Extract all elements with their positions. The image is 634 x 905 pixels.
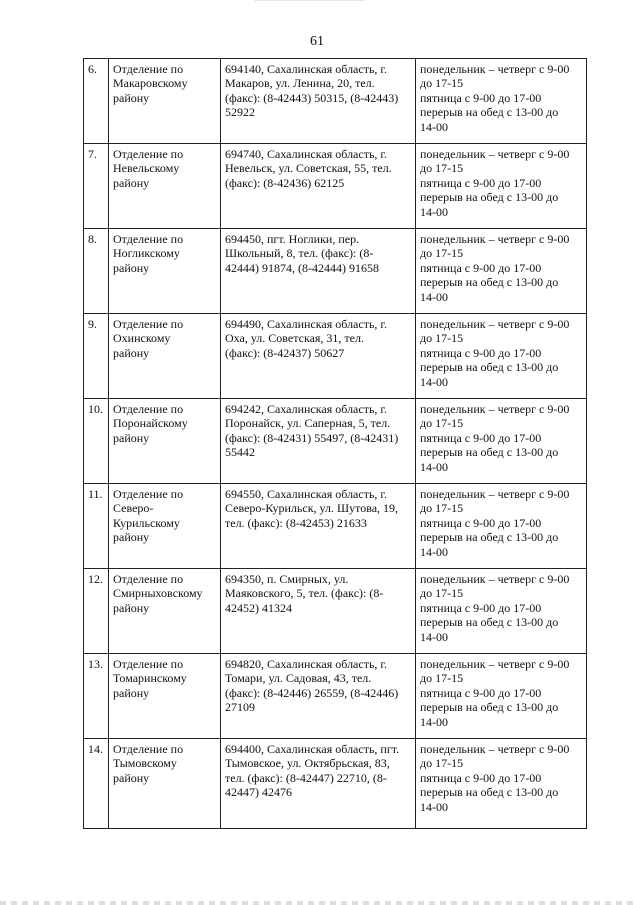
hours-line: перерыв на обед с 13-00 до — [420, 190, 559, 205]
table-row — [84, 399, 587, 484]
row-number: 6. — [84, 59, 109, 144]
address-cell — [221, 399, 416, 484]
office-name-cell — [109, 569, 221, 654]
office-name-line: Томаринскому — [113, 671, 187, 686]
hours-line: понедельник – четверг с 9-00 — [420, 232, 570, 246]
office-name-line: району — [113, 430, 150, 445]
office-name-cell — [109, 399, 221, 484]
hours-cell — [416, 229, 587, 314]
office-name-line: Ногликскому — [113, 246, 180, 261]
hours-line: пятница с 9-00 до 17-00 — [420, 430, 542, 445]
hours-cell — [416, 144, 587, 229]
address-cell — [221, 739, 416, 829]
address-cell — [221, 229, 416, 314]
hours-line: понедельник – четверг с 9-00 — [420, 62, 570, 76]
address-line: Невельск, ул. Советская, 55, тел. — [225, 161, 392, 176]
hours-line: 14-00 — [420, 799, 448, 814]
office-name-line: району — [113, 90, 150, 105]
hours-line: перерыв на обед с 13-00 до — [420, 275, 559, 290]
row-number: 9. — [84, 314, 109, 399]
address-line: тел. (факс): (8-42453) 21633 — [225, 515, 367, 530]
address-line: тел. (факс): (8-42447) 22710, (8- — [225, 770, 387, 785]
office-name-line: Отделение по — [113, 317, 184, 331]
address-line: 694140, Сахалинская область, г. — [225, 62, 387, 76]
address-line: Маяковского, 5, тел. (факс): (8- — [225, 586, 384, 601]
hours-line: до 17-15 — [420, 76, 464, 91]
hours-line: 14-00 — [420, 119, 448, 134]
hours-line: перерыв на обед с 13-00 до — [420, 615, 559, 630]
hours-line: понедельник – четверг с 9-00 — [420, 402, 570, 416]
office-name-line: Отделение по — [113, 147, 184, 161]
office-name-line: Отделение по — [113, 487, 184, 501]
hours-cell — [416, 484, 587, 569]
row-number: 13. — [84, 654, 109, 739]
office-name-line: Отделение по — [113, 402, 184, 416]
table-row — [84, 569, 587, 654]
address-line: Томари, ул. Садовая, 43, тел. — [225, 671, 372, 686]
hours-line: до 17-15 — [420, 416, 464, 431]
row-number: 8. — [84, 229, 109, 314]
row-number: 11. — [84, 484, 109, 569]
hours-line: 14-00 — [420, 204, 448, 219]
hours-line: 14-00 — [420, 374, 448, 389]
address-line: (факс): (8-42431) 55497, (8-42431) — [225, 430, 399, 445]
address-cell — [221, 654, 416, 739]
address-cell — [221, 569, 416, 654]
address-line: Макаров, ул. Ленина, 20, тел. — [225, 76, 375, 91]
hours-cell — [416, 399, 587, 484]
hours-cell — [416, 654, 587, 739]
office-name-line: Курильскому — [113, 515, 180, 530]
office-name-line: району — [113, 770, 150, 785]
hours-line: пятница с 9-00 до 17-00 — [420, 175, 542, 190]
address-line: Школьный, 8, тел. (факс): (8- — [225, 246, 374, 261]
address-line: (факс): (8-42437) 50627 — [225, 345, 345, 360]
hours-line: до 17-15 — [420, 586, 464, 601]
address-line: 694550, Сахалинская область, г. — [225, 487, 387, 501]
hours-line: перерыв на обед с 13-00 до — [420, 785, 559, 800]
table-row — [84, 229, 587, 314]
address-line: (факс): (8-42446) 26559, (8-42446) — [225, 685, 399, 700]
hours-line: до 17-15 — [420, 161, 464, 176]
table-row — [84, 739, 587, 829]
row-number: 14. — [84, 739, 109, 829]
hours-line: пятница с 9-00 до 17-00 — [420, 770, 542, 785]
hours-line: 14-00 — [420, 629, 448, 644]
office-name-line: Отделение по — [113, 742, 184, 756]
offices-table — [83, 58, 587, 829]
office-name-line: району — [113, 345, 150, 360]
office-name-line: Северо- — [113, 501, 154, 516]
office-name-cell — [109, 654, 221, 739]
hours-cell — [416, 739, 587, 829]
hours-line: до 17-15 — [420, 331, 464, 346]
office-name-cell — [109, 144, 221, 229]
address-line: 55442 — [225, 445, 255, 460]
office-name-line: району — [113, 175, 150, 190]
address-line: (факс): (8-42443) 50315, (8-42443) — [225, 90, 399, 105]
row-number: 7. — [84, 144, 109, 229]
hours-line: до 17-15 — [420, 756, 464, 771]
hours-line: перерыв на обед с 13-00 до — [420, 700, 559, 715]
address-cell — [221, 484, 416, 569]
address-line: 42447) 42476 — [225, 785, 292, 800]
hours-line: понедельник – четверг с 9-00 — [420, 147, 570, 161]
office-name-line: Макаровскому — [113, 76, 188, 91]
office-name-cell — [109, 484, 221, 569]
hours-line: пятница с 9-00 до 17-00 — [420, 685, 542, 700]
hours-line: перерыв на обед с 13-00 до — [420, 105, 559, 120]
table-row — [84, 314, 587, 399]
office-name-cell — [109, 739, 221, 829]
row-number: 10. — [84, 399, 109, 484]
address-line: 52922 — [225, 105, 255, 120]
office-name-line: Тымовскому — [113, 756, 177, 771]
hours-line: понедельник – четверг с 9-00 — [420, 742, 570, 756]
hours-line: пятница с 9-00 до 17-00 — [420, 515, 542, 530]
office-name-cell — [109, 229, 221, 314]
table-row — [84, 484, 587, 569]
office-name-line: району — [113, 685, 150, 700]
office-name-line: Охинскому — [113, 331, 171, 346]
office-name-line: Отделение по — [113, 572, 184, 586]
table-row — [84, 654, 587, 739]
hours-line: понедельник – четверг с 9-00 — [420, 317, 570, 331]
address-line: 694740, Сахалинская область, г. — [225, 147, 387, 161]
table-row — [84, 144, 587, 229]
address-line: 694450, пгт. Ноглики, пер. — [225, 232, 360, 246]
address-line: Тымовское, ул. Октябрьская, 83, — [225, 756, 390, 771]
hours-line: до 17-15 — [420, 671, 464, 686]
address-line: Поронайск, ул. Саперная, 5, тел. — [225, 416, 391, 431]
hours-line: до 17-15 — [420, 246, 464, 261]
office-name-line: Отделение по — [113, 232, 184, 246]
address-line: Оха, ул. Советская, 31, тел. — [225, 331, 364, 346]
hours-cell — [416, 569, 587, 654]
address-line: 27109 — [225, 700, 255, 715]
page-number: 61 — [310, 34, 324, 49]
office-name-line: Смирныховскому — [113, 586, 203, 601]
hours-line: пятница с 9-00 до 17-00 — [420, 260, 542, 275]
hours-line: пятница с 9-00 до 17-00 — [420, 345, 542, 360]
office-name-line: району — [113, 260, 150, 275]
scan-artifact — [255, 0, 365, 9]
office-name-line: району — [113, 600, 150, 615]
hours-line: перерыв на обед с 13-00 до — [420, 360, 559, 375]
office-name-line: Отделение по — [113, 62, 184, 76]
office-name-line: Поронайскому — [113, 416, 188, 431]
address-cell — [221, 144, 416, 229]
hours-line: 14-00 — [420, 544, 448, 559]
table-row — [84, 59, 587, 144]
row-number: 12. — [84, 569, 109, 654]
hours-line: понедельник – четверг с 9-00 — [420, 572, 570, 586]
hours-cell — [416, 314, 587, 399]
hours-line: перерыв на обед с 13-00 до — [420, 530, 559, 545]
hours-line: понедельник – четверг с 9-00 — [420, 487, 570, 501]
address-line: 694242, Сахалинская область, г. — [225, 402, 387, 416]
hours-line: до 17-15 — [420, 501, 464, 516]
hours-line: 14-00 — [420, 459, 448, 474]
office-name-line: Отделение по — [113, 657, 184, 671]
hours-line: понедельник – четверг с 9-00 — [420, 657, 570, 671]
scan-artifact — [0, 901, 634, 905]
address-line: 694350, п. Смирных, ул. — [225, 572, 349, 586]
address-line: Северо-Курильск, ул. Шутова, 19, — [225, 501, 399, 516]
hours-line: 14-00 — [420, 714, 448, 729]
address-cell — [221, 314, 416, 399]
address-line: 42452) 41324 — [225, 600, 292, 615]
office-name-cell — [109, 59, 221, 144]
offices-table-body — [84, 59, 587, 829]
address-line: 694820, Сахалинская область, г. — [225, 657, 387, 671]
address-line: 694400, Сахалинская область, пгт. — [225, 742, 400, 756]
hours-line: перерыв на обед с 13-00 до — [420, 445, 559, 460]
hours-line: пятница с 9-00 до 17-00 — [420, 600, 542, 615]
address-line: (факс): (8-42436) 62125 — [225, 175, 345, 190]
address-line: 42444) 91874, (8-42444) 91658 — [225, 260, 379, 275]
office-name-line: району — [113, 530, 150, 545]
address-line: 694490, Сахалинская область, г. — [225, 317, 387, 331]
hours-line: пятница с 9-00 до 17-00 — [420, 90, 542, 105]
address-cell — [221, 59, 416, 144]
office-name-cell — [109, 314, 221, 399]
hours-line: 14-00 — [420, 289, 448, 304]
office-name-line: Невельскому — [113, 161, 180, 176]
hours-cell — [416, 59, 587, 144]
